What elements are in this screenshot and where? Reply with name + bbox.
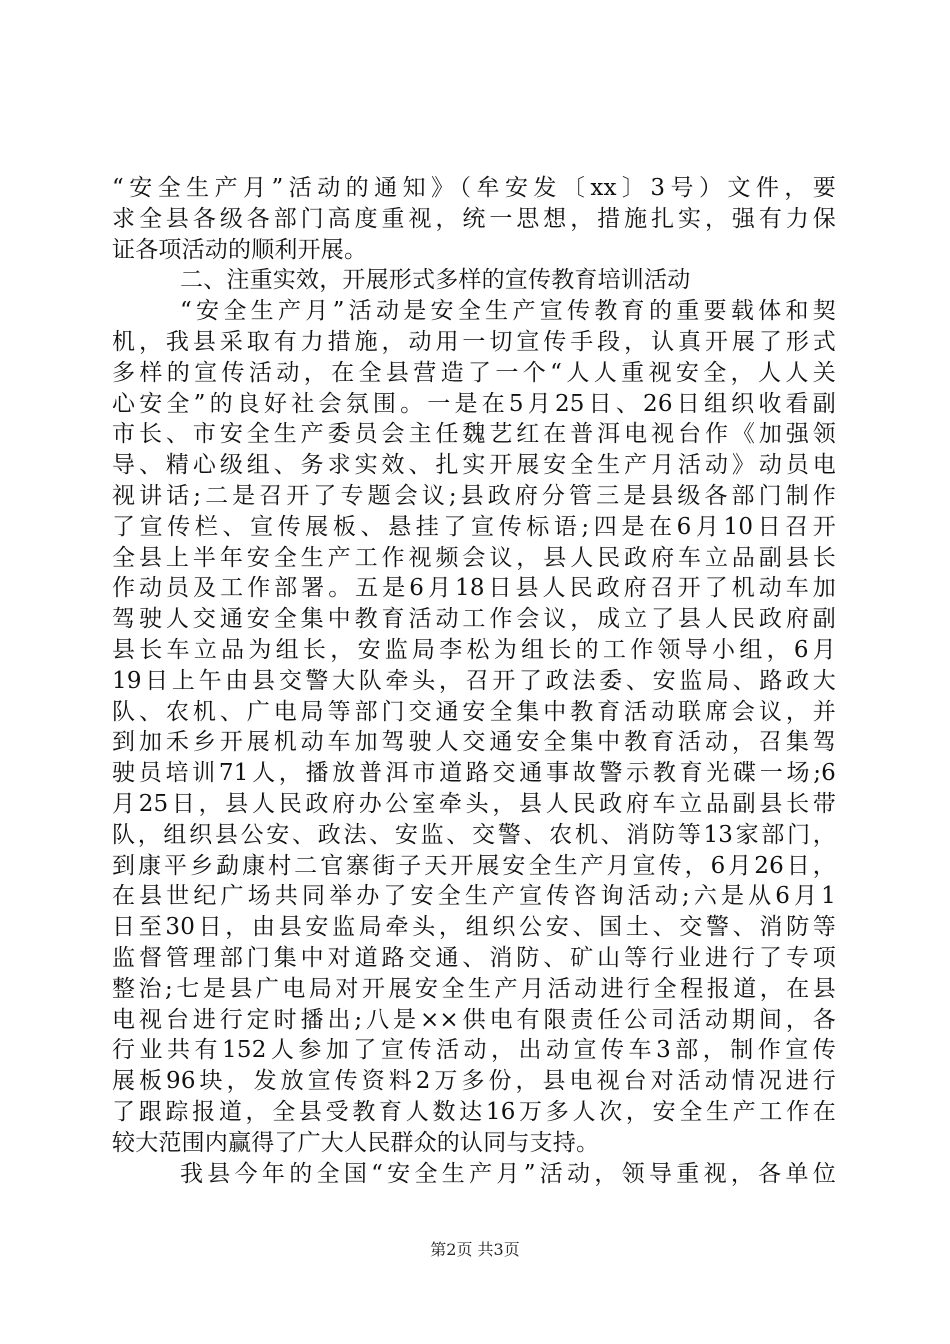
text-line: 日至30日，由县安监局牵头，组织公安、国土、交警、消防等: [112, 914, 836, 941]
text-line: 心安全”的良好社会氛围。一是在5月25日、26日组织收看副: [112, 390, 836, 417]
text-line: 队，组织县公安、政法、安监、交警、农机、消防等13家部门，: [112, 821, 836, 848]
text-line: 作动员及工作部署。五是6月18日县人民政府召开了机动车加: [112, 575, 836, 602]
text-line: 在县世纪广场共同举办了安全生产宣传咨询活动;六是从6月1: [112, 883, 836, 910]
text-line: 全县上半年安全生产工作视频会议，县人民政府车立品副县长: [112, 544, 836, 571]
text-line: 导、精心级组、务求实效、扎实开展安全生产月活动》动员电: [112, 452, 836, 479]
text-line: 市长、市安全生产委员会主任魏艺红在普洱电视台作《加强领: [112, 421, 836, 448]
text-line: 行业共有152人参加了宣传活动，出动宣传车3部，制作宣传: [112, 1037, 836, 1064]
text-line: 较大范围内赢得了广大人民群众的认同与支持。: [112, 1129, 600, 1156]
text-line: 月25日，县人民政府办公室牵头，县人民政府车立品副县长带: [112, 790, 836, 817]
text-line: 了宣传栏、宣传展板、悬挂了宣传标语;四是在6月10日召开: [112, 513, 836, 540]
text-line: 证各项活动的顺利开展。: [112, 236, 368, 263]
page-footer: 第2页 共3页: [430, 1240, 520, 1259]
text-line: 到康平乡勐康村二官寨街子天开展安全生产月宣传，6月26日，: [112, 852, 836, 879]
text-line: 监督管理部门集中对道路交通、消防、矿山等行业进行了专项: [112, 944, 836, 971]
text-line: 二、注重实效，开展形式多样的宣传教育培训活动: [180, 267, 691, 294]
text-line: 我县今年的全国“安全生产月”活动，领导重视，各单位: [180, 1160, 836, 1187]
text-line: 机，我县采取有力措施，动用一切宣传手段，认真开展了形式: [112, 328, 836, 355]
text-line: 求全县各级各部门高度重视，统一思想，措施扎实，强有力保: [112, 205, 836, 232]
text-line: 多样的宣传活动，在全县营造了一个“人人重视安全，人人关: [112, 359, 836, 386]
text-line: 驶员培训71人，播放普洱市道路交通事故警示教育光碟一场;6: [112, 760, 836, 787]
text-line: 展板96块，发放宣传资料2万多份，县电视台对活动情况进行: [112, 1068, 836, 1095]
text-line: “安全生产月”活动的通知》（牟安发〔xx〕3号）文件，要: [112, 175, 836, 201]
text-line: 驾驶人交通安全集中教育活动工作会议，成立了县人民政府副: [112, 606, 836, 633]
text-line: 19日上午由县交警大队牵头，召开了政法委、安监局、路政大: [112, 667, 836, 694]
text-line: 队、农机、广电局等部门交通安全集中教育活动联席会议，并: [112, 698, 836, 725]
text-line: 整治;七是县广电局对开展安全生产月活动进行全程报道，在县: [112, 975, 836, 1002]
text-line: 县长车立品为组长，安监局李松为组长的工作领导小组，6月: [112, 636, 836, 663]
text-line: 到加禾乡开展机动车加驾驶人交通安全集中教育活动，召集驾: [112, 729, 836, 756]
text-line: 了跟踪报道，全县受教育人数达16万多人次，安全生产工作在: [112, 1098, 836, 1125]
text-line: “安全生产月”活动是安全生产宣传教育的重要载体和契: [180, 298, 836, 325]
body-text: [112, 173, 836, 1189]
text-line: 电视台进行定时播出;八是××供电有限责任公司活动期间，各: [112, 1006, 836, 1033]
text-line: 视讲话;二是召开了专题会议;县政府分管三是县级各部门制作: [112, 482, 836, 509]
